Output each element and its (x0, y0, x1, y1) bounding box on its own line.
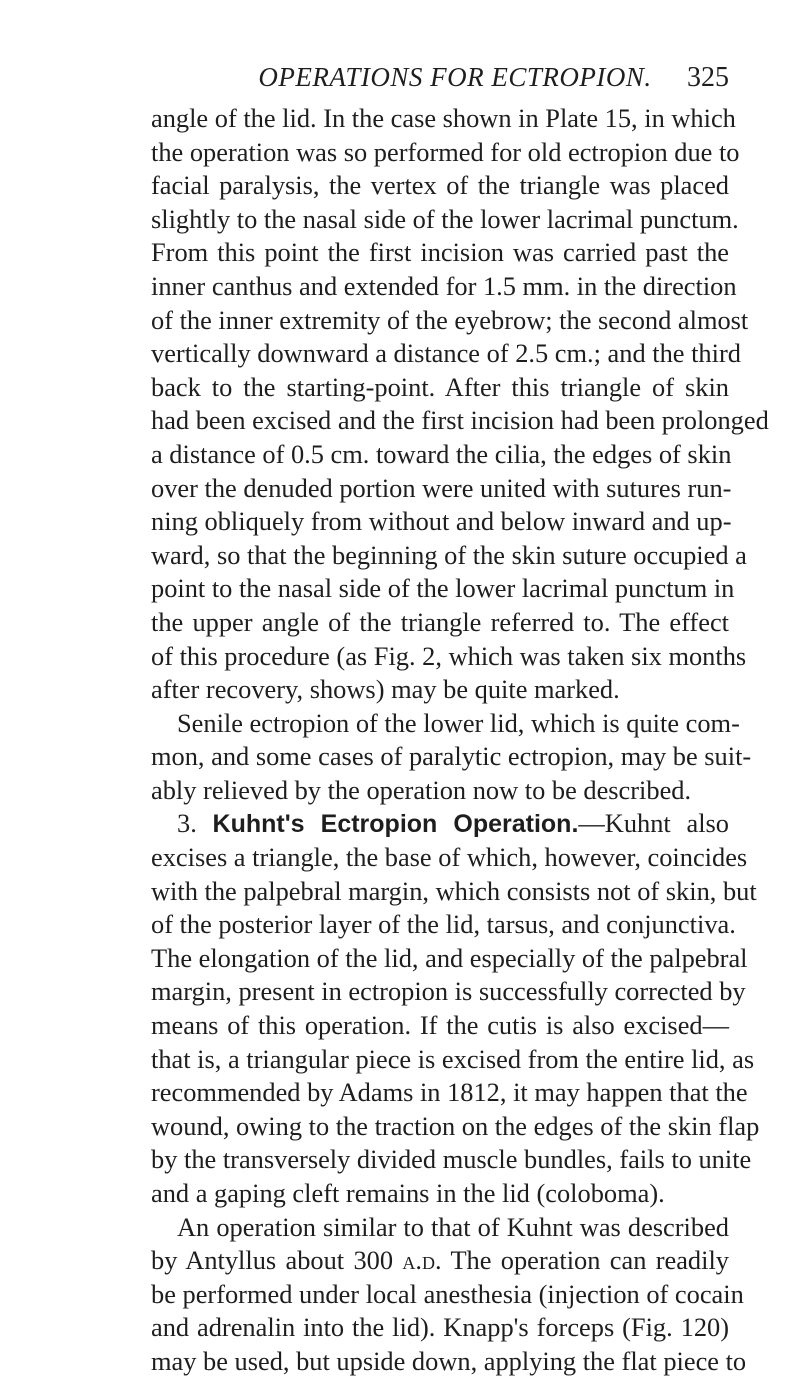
text-line: and adrenalin into the lid). Knapp's forceps (Fig. 120) (151, 1312, 729, 1343)
running-title: OPERATIONS FOR ECTROPION. (258, 62, 652, 92)
page-number: 325 (687, 62, 729, 93)
text-line: excises a triangle, the base of which, however, coincides (151, 842, 748, 873)
era-abbrev: a.d. (402, 1245, 442, 1276)
text-line: The operation can readily (450, 1245, 729, 1276)
text-line: after recovery, shows) may be quite marked. (151, 674, 620, 705)
text-line: over the denuded portion were united with sutures run- (151, 472, 732, 503)
text-line: a distance of 0.5 cm. toward the cilia, the edges of skin (151, 438, 732, 469)
text-line: An operation similar to that of Kuhnt was described (177, 1211, 729, 1242)
text-line: slightly to the nasal side of the lower lacrimal punctum. (151, 203, 739, 234)
text-line: point to the nasal side of the lower lacrimal punctum in (151, 573, 735, 604)
text-line: ably relieved by the operation now to be described. (151, 774, 692, 805)
text-line: Senile ectropion of the lower lid, which is quite com- (177, 707, 740, 738)
text-line: may be used, but upside down, applying the flat piece to (151, 1345, 747, 1376)
text-line: facial paralysis, the vertex of the triangle was placed (151, 170, 729, 201)
mixed-line (151, 1244, 729, 1278)
text-line: be performed under local anesthesia (injection of cocain (151, 1278, 744, 1309)
text-line: wound, owing to the traction on the edges of the skin flap (151, 1110, 760, 1141)
text-line: —Kuhnt also (578, 808, 729, 839)
text-line: had been excised and the first incision had been prolonged (151, 405, 769, 436)
text-line: vertically downward a distance of 2.5 cm.; and the third (151, 338, 741, 369)
text-line: with the palpebral margin, which consists not of skin, but (151, 875, 757, 906)
text-line: angle of the lid. In the case shown in Plate 15, in which (151, 103, 736, 133)
text-line: that is, a triangular piece is excised from the entire lid, as (151, 1043, 755, 1074)
text-line: ward, so that the beginning of the skin suture occupied a (151, 539, 747, 570)
text-line: back to the starting-point. After this triangle of skin (151, 371, 729, 402)
section-number: 3. (177, 808, 197, 839)
page-header (151, 62, 729, 94)
text-line: ning obliquely from without and below inward and up- (151, 506, 732, 537)
section-heading-line (151, 807, 729, 841)
text-line: by the transversely divided muscle bundles, fails to unite (151, 1144, 752, 1175)
text-line: means of this operation. If the cutis is also excised— (151, 1010, 729, 1041)
text-line: by Antyllus about 300 (151, 1245, 394, 1276)
text-line: of this procedure (as Fig. 2, which was taken six months (151, 640, 747, 671)
section-heading: Kuhnt's Ectropion Operation. (212, 810, 579, 839)
text-line: of the inner extremity of the eyebrow; the second almost (151, 304, 749, 335)
text-line: From this point the first incision was carried past the (151, 237, 729, 268)
text-line: the operation was so performed for old ectropion due to (151, 136, 740, 167)
text-line: inner canthus and extended for 1.5 mm. in the direction (151, 270, 737, 301)
text-line: and a gaping cleft remains in the lid (coloboma). (151, 1178, 665, 1208)
text-line: the upper angle of the triangle referred to. The effect (151, 606, 729, 637)
text-line: recommended by Adams in 1812, it may happen that the (151, 1077, 748, 1108)
text-line: The elongation of the lid, and especially of the palpebral (151, 942, 748, 973)
text-line: mon, and some cases of paralytic ectropion, may be suit- (151, 741, 752, 772)
text-line: of the posterior layer of the lid, tarsus, and conjunctiva. (151, 909, 736, 940)
body-text (151, 102, 769, 1379)
text-line: margin, present in ectropion is successfully corrected by (151, 976, 746, 1007)
